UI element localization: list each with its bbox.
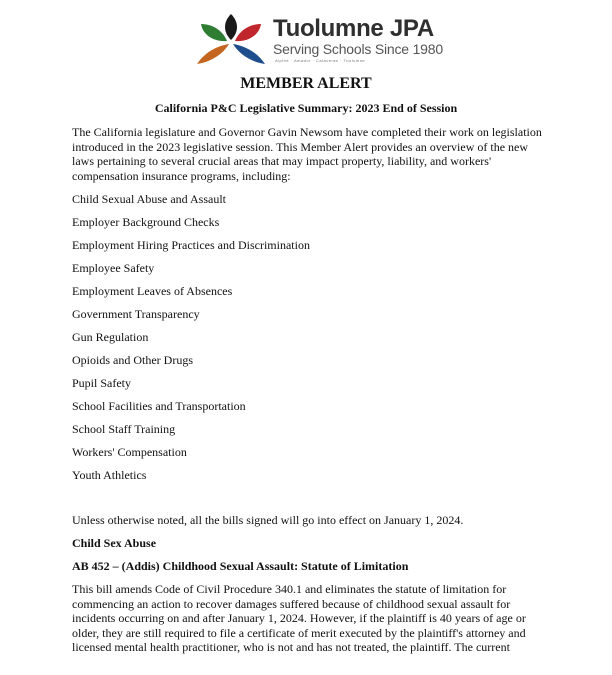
logo-name: Tuolumne JPA <box>273 15 434 42</box>
tuolumne-jpa-logo <box>193 12 443 68</box>
section-heading: Child Sex Abuse <box>72 536 157 550</box>
topic-item: School Staff Training <box>72 422 176 436</box>
bill-paragraph: This bill amends Code of Civil Procedure 340.1 and eliminates the statute of limitation for commencing an action to recover damages suffered because of childhood sexual assault for incidents occurring on and after January 1, 2024. However, if the plaintiff is 40 years of age or older, they are still required to file a certificate of merit executed by the plaintiff's attorney and licensed mental health practitioner, who is not and has not treated, the plaintiff. The current <box>72 582 526 654</box>
leaf-left <box>201 24 227 41</box>
topic-item: Employer Background Checks <box>72 215 220 229</box>
leaf-top <box>225 14 237 40</box>
page-subtitle: California P&C Legislative Summary: 2023 End of Session <box>154 101 458 115</box>
leaf-right <box>235 24 261 41</box>
topic-item: Pupil Safety <box>72 376 131 390</box>
logo-counties: Alpine · Amador · Calaveras · Tuolumne <box>275 58 366 63</box>
effective-date-note: Unless otherwise noted, all the bills signed will go into effect on January 1, 2024. <box>72 513 464 527</box>
bill-heading: AB 452 – (Addis) Childhood Sexual Assault: Statute of Limitation <box>72 559 409 573</box>
topic-item: Government Transparency <box>72 307 200 321</box>
topic-item: Employee Safety <box>72 261 155 275</box>
topic-item: Gun Regulation <box>72 330 149 344</box>
topic-list <box>72 192 542 491</box>
topic-item: Opioids and Other Drugs <box>72 353 193 367</box>
topic-item: Child Sexual Abuse and Assault <box>72 192 226 206</box>
page-title: MEMBER ALERT <box>240 75 372 92</box>
intro-paragraph: The California legislature and Governor Gavin Newsom have completed their work on legislation introduced in the 2023 legislative session. This Member Alert provides an overview of the new laws pertaining to several crucial areas that may impact property, liability, and workers' compensation insurance programs, including: <box>72 125 542 183</box>
logo-tagline: Serving Schools Since 1980 <box>273 41 443 57</box>
topic-item: Workers' Compensation <box>72 445 187 459</box>
topic-item: Youth Athletics <box>72 468 147 482</box>
leaf-emblem-icon <box>193 12 269 68</box>
topic-item: School Facilities and Transportation <box>72 399 246 413</box>
leaf-bottom-right <box>233 44 265 64</box>
topic-item: Employment Leaves of Absences <box>72 284 233 298</box>
leaf-bottom-left <box>197 44 229 64</box>
topic-item: Employment Hiring Practices and Discrimination <box>72 238 310 252</box>
